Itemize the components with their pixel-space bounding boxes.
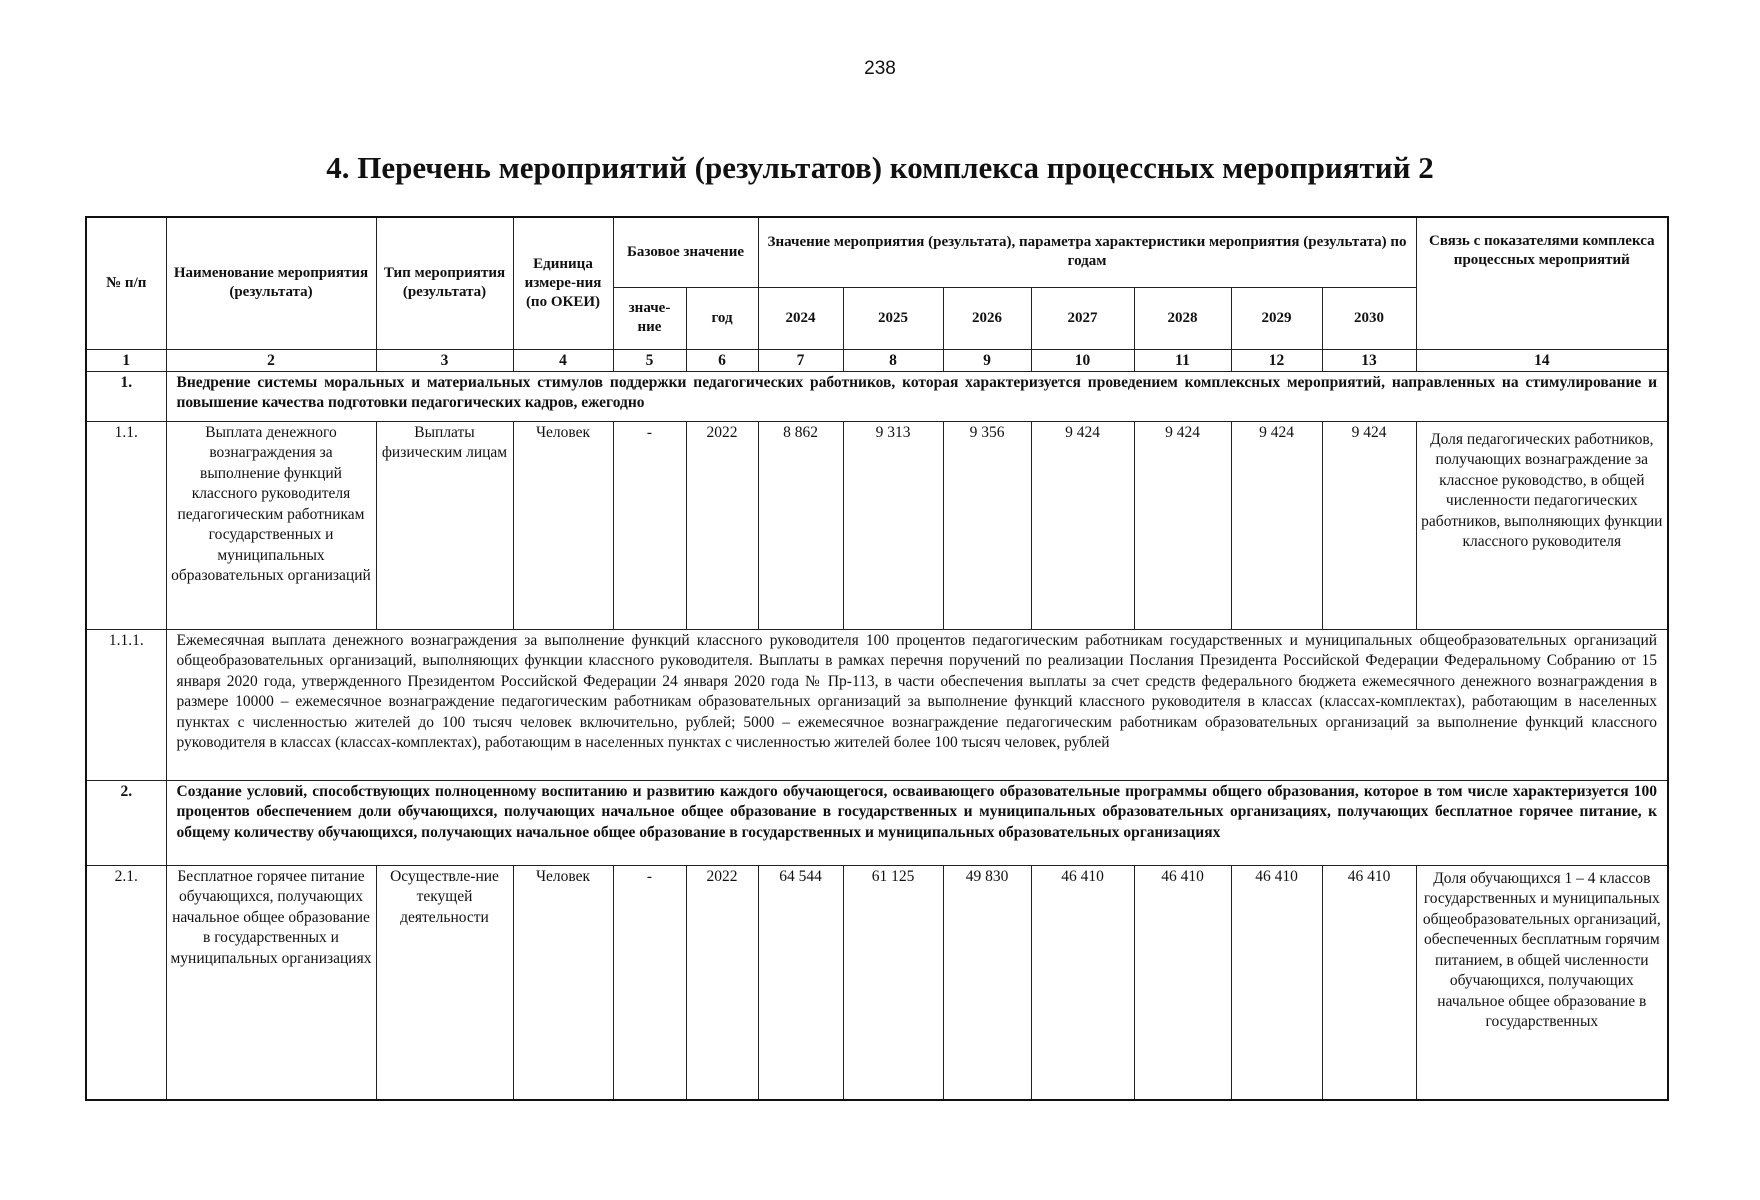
measures-table <box>85 216 1669 1101</box>
header-year-2027: 2027 <box>1031 287 1134 349</box>
row-2-1-value-2027: 46 410 <box>1031 865 1134 1100</box>
row-2-1-num: 2.1. <box>86 865 166 1100</box>
row-2-1-link: Доля обучающихся 1 – 4 классов государственных и муниципальных общеобразовательных организаций, обеспеченных бесплатным горячим питанием, в общей численности обучающихся, получающих начальное общее образование в государственных <box>1416 865 1668 1100</box>
header-name: Наименование мероприятия (результата) <box>166 217 376 349</box>
column-number: 3 <box>376 349 513 371</box>
column-numbers-row <box>86 349 1668 371</box>
row-2-1-value-2028: 46 410 <box>1134 865 1231 1100</box>
section-2-text: Создание условий, способствующих полноценному воспитанию и развитию каждого обучающегося, осваивающего образовательные программы общего образования, которое в том числе характеризуется 100 процентов обеспечением доли обучающихся, получающих начальное общее образование в государственных и муниципальных образовательных организациях, получающих бесплатное горячее питание, к общему количеству обучающихся, получающих начальное общее образование в государственных и муниципальных образовательных организациях <box>166 780 1668 865</box>
row-2-1 <box>86 865 1668 1100</box>
column-number: 5 <box>613 349 686 371</box>
column-number: 4 <box>513 349 613 371</box>
row-2-1-value-2025: 61 125 <box>843 865 943 1100</box>
header-base-year: год <box>686 287 758 349</box>
header-year-2028: 2028 <box>1134 287 1231 349</box>
header-year-2030: 2030 <box>1322 287 1416 349</box>
row-2-1-name: Бесплатное горячее питание обучающихся, получающих начальное общее образование в государственных и муниципальных организациях <box>166 865 376 1100</box>
column-number: 9 <box>943 349 1031 371</box>
page-number: 238 <box>864 58 896 79</box>
column-number: 1 <box>86 349 166 371</box>
header-base-value: значе-ние <box>613 287 686 349</box>
header-base-group: Базовое значение <box>613 217 758 287</box>
row-2-1-base-value: - <box>613 865 686 1100</box>
row-2-1-type: Осуществле-ние текущей деятельности <box>376 865 513 1100</box>
row-2-1-value-2030: 46 410 <box>1322 865 1416 1100</box>
row-1-1-base-value: - <box>613 421 686 629</box>
header-year-2026: 2026 <box>943 287 1031 349</box>
header-row-1 <box>86 217 1668 287</box>
section-1-text: Внедрение системы моральных и материальных стимулов поддержки педагогических работников, которая характеризуется проведением комплексных мероприятий, направленных на стимулирование и повышение качества подготовки педагогических кадров, ежегодно <box>166 371 1668 421</box>
row-1-1-value-2030: 9 424 <box>1322 421 1416 629</box>
row-2-1-unit: Человек <box>513 865 613 1100</box>
row-1-1-1-num: 1.1.1. <box>86 629 166 780</box>
row-2-1-value-2026: 49 830 <box>943 865 1031 1100</box>
section-2-num: 2. <box>86 780 166 865</box>
header-type: Тип мероприятия (результата) <box>376 217 513 349</box>
section-2-row <box>86 780 1668 865</box>
row-2-1-value-2024: 64 544 <box>758 865 843 1100</box>
header-year-2025: 2025 <box>843 287 943 349</box>
row-1-1-value-2027: 9 424 <box>1031 421 1134 629</box>
column-number: 13 <box>1322 349 1416 371</box>
column-number: 2 <box>166 349 376 371</box>
row-1-1-1 <box>86 629 1668 780</box>
row-1-1 <box>86 421 1668 629</box>
column-number: 11 <box>1134 349 1231 371</box>
row-1-1-value-2029: 9 424 <box>1231 421 1322 629</box>
row-2-1-value-2029: 46 410 <box>1231 865 1322 1100</box>
row-1-1-unit: Человек <box>513 421 613 629</box>
header-years-group: Значение мероприятия (результата), параметра характеристики мероприятия (результата) по годам <box>758 217 1416 287</box>
row-1-1-value-2026: 9 356 <box>943 421 1031 629</box>
section-1-num: 1. <box>86 371 166 421</box>
column-number: 10 <box>1031 349 1134 371</box>
page-title: 4. Перечень мероприятий (результатов) комплекса процессных мероприятий 2 <box>326 150 1434 185</box>
row-1-1-num: 1.1. <box>86 421 166 629</box>
header-link: Связь с показателями комплекса процессных мероприятий <box>1416 217 1668 349</box>
row-1-1-value-2025: 9 313 <box>843 421 943 629</box>
column-number: 7 <box>758 349 843 371</box>
column-number: 8 <box>843 349 943 371</box>
header-unit: Единица измере-ния (по ОКЕИ) <box>513 217 613 349</box>
column-number: 14 <box>1416 349 1668 371</box>
row-1-1-type: Выплаты физическим лицам <box>376 421 513 629</box>
column-number: 12 <box>1231 349 1322 371</box>
header-num: № п/п <box>86 217 166 349</box>
header-year-2024: 2024 <box>758 287 843 349</box>
row-1-1-value-2024: 8 862 <box>758 421 843 629</box>
header-year-2029: 2029 <box>1231 287 1322 349</box>
row-1-1-link: Доля педагогических работников, получающих вознаграждение за классное руководство, в общей численности педагогических работников, выполняющих функции классного руководителя <box>1416 421 1668 629</box>
row-1-1-value-2028: 9 424 <box>1134 421 1231 629</box>
row-1-1-base-year: 2022 <box>686 421 758 629</box>
column-number: 6 <box>686 349 758 371</box>
row-1-1-1-text: Ежемесячная выплата денежного вознаграждения за выполнение функций классного руководителя 100 процентов педагогическим работникам государственных и муниципальных общеобразовательных организаций общеобразовательных организаций, выполняющих функции классного руководителя. Выплаты в рамках перечня поручений по реализации Послания Президента Российской Федерации Федеральному Собранию от 15 января 2020 года, утвержденного Президентом Российской Федерации 24 января 2020 года № Пр-113, в части обеспечения выплаты за счет средств федерального бюджета ежемесячного денежного вознаграждения в размере 10000 – ежемесячное вознаграждение педагогическим работникам образовательных организаций за выполнение функций классного руководителя в классах (классах-комплектах), работающим в населенных пунктах с численностью жителей до 100 тысяч человек включительно, рублей; 5000 – ежемесячное вознаграждение педагогическим работникам образовательных организаций за выполнение функций классного руководителя в классах (классах-комплектах), работающим в населенных пунктах с численностью жителей более 100 тысяч человек, рублей <box>166 629 1668 780</box>
row-1-1-name: Выплата денежного вознаграждения за выполнение функций классного руководителя педагогическим работникам государственных и муниципальных образовательных организаций <box>166 421 376 629</box>
section-1-row <box>86 371 1668 421</box>
row-2-1-base-year: 2022 <box>686 865 758 1100</box>
